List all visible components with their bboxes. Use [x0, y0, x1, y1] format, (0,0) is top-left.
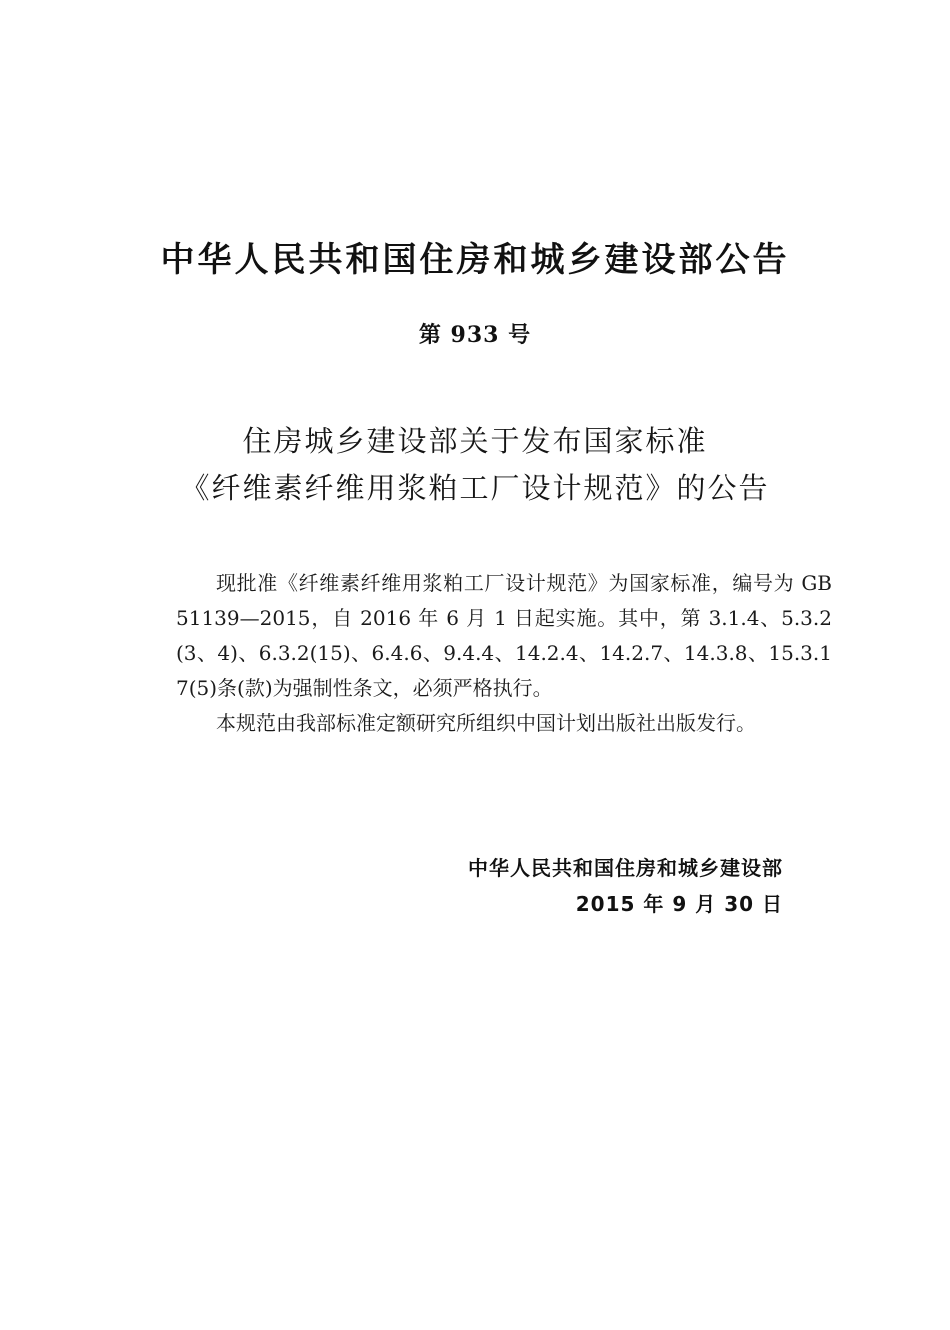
- body-paragraph-1: 现批准《纤维素纤维用浆粕工厂设计规范》为国家标准，编号为 GB 51139—2015，自 2016 年 6 月 1 日起实施。其中，第 3.1.4、5.3.2(3、4)、6.3.2(15)、6.4.6、9.4.4、14.2.4、14.2.7、14.3.8、15.3.17(5)条(款)为强制性条文，必须严格执行。: [176, 571, 832, 700]
- notice-headline: 中华人民共和国住房和城乡建设部公告: [160, 240, 790, 280]
- notice-number: 第 933 号: [418, 322, 532, 348]
- body-paragraph-2: 本规范由我部标准定额研究所组织中国计划出版社出版发行。: [216, 711, 756, 735]
- issue-date: 2015 年 9 月 30 日: [575, 892, 783, 916]
- issuing-authority: 中华人民共和国住房和城乡建设部: [468, 856, 783, 880]
- notice-body: [176, 566, 832, 741]
- notice-subtitle-line2: 《纤维素纤维用浆粕工厂设计规范》的公告: [180, 471, 770, 505]
- notice-subtitle-line1: 住房城乡建设部关于发布国家标准: [242, 424, 708, 458]
